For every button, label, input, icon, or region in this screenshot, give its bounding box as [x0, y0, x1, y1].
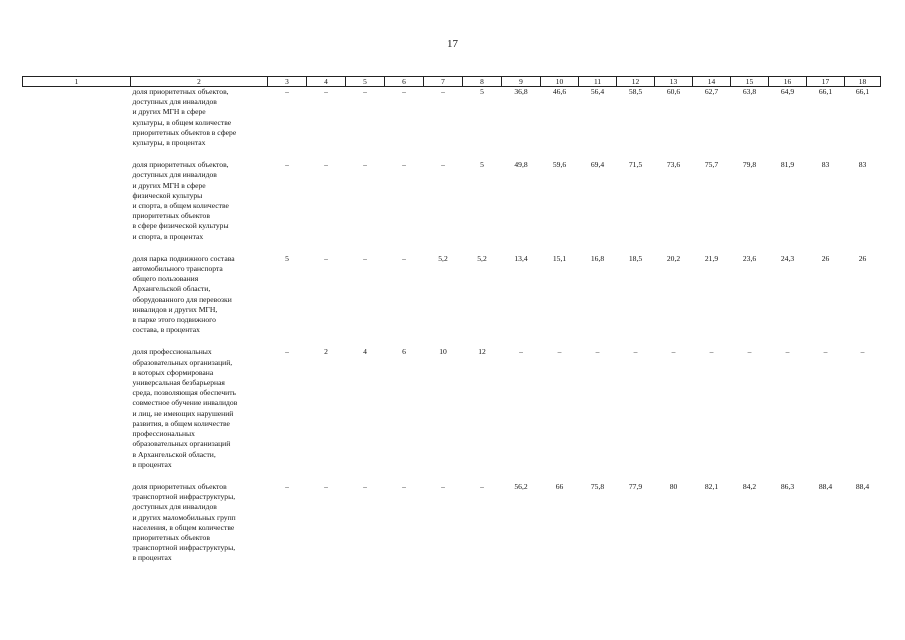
value-cell: –: [324, 481, 328, 491]
indicator-label-line: и других маломобильных групп: [132, 512, 236, 522]
value-cell: 58,5: [628, 87, 643, 96]
column-header: 15: [731, 77, 769, 87]
indicator-label-line: инвалидов и других МГН,: [132, 304, 218, 314]
row-spacer-cell: [23, 148, 881, 160]
table-row: [23, 160, 881, 242]
value-cell: –: [441, 87, 445, 96]
indicator-label-line: и спорта, в общем количестве: [132, 201, 229, 211]
value-cell: –: [671, 347, 676, 357]
value-cell: 5: [480, 87, 484, 96]
indicator-label-line: и других МГН в сфере: [132, 107, 206, 117]
indicator-label-line: в процентах: [132, 553, 172, 563]
value-cell: –: [633, 347, 638, 357]
row-spacer: [23, 470, 881, 482]
indicator-label: [131, 87, 268, 149]
value-cell: 66,1: [818, 87, 833, 96]
indicator-label-line: приоритетных объектов: [132, 532, 210, 542]
value-cell: 59,6: [552, 160, 567, 170]
value-cell: –: [747, 347, 752, 357]
value-cell: –: [402, 160, 406, 170]
value-cell: 66,1: [855, 87, 870, 96]
value-cell: 24,3: [780, 253, 795, 263]
indicator-label-line: оборудованного для перевозки: [132, 294, 232, 304]
value-cell: 13,4: [514, 253, 528, 263]
column-header: 2: [131, 77, 268, 87]
indicator-label-line: в которых сформирована: [132, 367, 214, 377]
indicator-label-line: автомобильного транспорта: [132, 264, 223, 274]
indicator-label-line: доступных для инвалидов: [132, 97, 217, 107]
column-header: 4: [307, 77, 346, 87]
indicator-label-line: доля приоритетных объектов: [132, 481, 227, 491]
column-header: 18: [845, 77, 881, 87]
value-cell: 26: [858, 253, 867, 263]
indicator-label-line: доля профессиональных: [132, 347, 212, 357]
value-cell: 80: [669, 481, 678, 491]
indicators-table: [22, 76, 881, 564]
value-cell: –: [324, 160, 328, 170]
indicator-label-line: образовательных организаций,: [132, 357, 233, 367]
row-spacer: [23, 335, 881, 347]
indicator-label-line: в парке этого подвижного: [132, 315, 216, 325]
row-number-cell: [23, 87, 131, 149]
value-cell: –: [441, 160, 445, 170]
value-cell: 56,2: [514, 481, 528, 491]
value-cell: 81,9: [780, 160, 795, 170]
value-cell: –: [324, 253, 328, 263]
value-cell: 4: [363, 347, 367, 357]
value-cell: –: [363, 160, 367, 170]
indicator-label-line: в Архангельской области,: [132, 449, 216, 459]
value-cell: –: [363, 87, 367, 96]
indicator-label-line: транспортной инфраструктуры,: [132, 543, 236, 553]
column-header: 3: [268, 77, 307, 87]
indicator-label: [131, 254, 268, 336]
value-cell: 20,2: [666, 253, 681, 263]
value-cell: 10: [439, 347, 447, 357]
column-header: 14: [693, 77, 731, 87]
indicator-label-line: в процентах: [132, 459, 172, 469]
column-header: 1: [23, 77, 131, 87]
indicator-label-line: приоритетных объектов в сфере: [132, 127, 237, 137]
indicator-label-line: развития, в общем количестве: [132, 418, 230, 428]
value-cell: 77,9: [628, 481, 643, 491]
value-cell: 62,7: [704, 87, 719, 96]
column-header: 12: [617, 77, 655, 87]
value-cell: 88,4: [855, 481, 870, 491]
indicator-label-line: универсальная безбарьерная: [132, 378, 225, 388]
value-cell: 83: [821, 160, 830, 170]
value-cell: –: [557, 347, 562, 357]
value-cell: –: [285, 87, 289, 96]
indicator-label-line: доля приоритетных объектов,: [132, 87, 229, 96]
row-number-cell: [23, 347, 131, 469]
indicator-label-line: и спорта, в процентах: [132, 231, 204, 241]
value-cell: 88,4: [818, 481, 833, 491]
value-cell: 66: [555, 481, 564, 491]
value-cell: 36,8: [514, 87, 528, 96]
value-cell: –: [285, 347, 289, 357]
indicator-label-line: и других МГН в сфере: [132, 180, 206, 190]
value-cell: 73,6: [666, 160, 681, 170]
value-cell: 71,5: [628, 160, 643, 170]
indicator-label: [131, 347, 268, 469]
value-cell: –: [402, 481, 406, 491]
value-cell: –: [441, 481, 445, 491]
value-cell: –: [285, 481, 289, 491]
indicator-label-line: доступных для инвалидов: [132, 170, 217, 180]
indicator-label-line: населения, в общем количестве: [132, 522, 235, 532]
table-row: [23, 87, 881, 149]
value-cell: 2: [324, 347, 328, 357]
column-header: 9: [502, 77, 541, 87]
value-cell: 75,7: [704, 160, 719, 170]
value-cell: 79,8: [742, 160, 757, 170]
table-header: [23, 77, 881, 87]
indicator-label-line: доля парка подвижного состава: [132, 253, 235, 263]
value-cell: –: [402, 253, 406, 263]
value-cell: –: [823, 347, 828, 357]
column-header: 6: [385, 77, 424, 87]
indicator-label: [131, 160, 268, 242]
value-cell: 5,2: [438, 253, 448, 263]
indicator-label: [131, 482, 268, 564]
row-number-cell: [23, 160, 131, 242]
value-cell: 56,4: [590, 87, 605, 96]
value-cell: 60,6: [666, 87, 681, 96]
value-cell: 12: [478, 347, 486, 357]
value-cell: –: [285, 160, 289, 170]
indicator-label-line: доступных для инвалидов: [132, 502, 217, 512]
column-header: 11: [579, 77, 617, 87]
indicator-label-line: Архангельской области,: [132, 284, 211, 294]
value-cell: 5,2: [477, 253, 487, 263]
value-cell: –: [595, 347, 600, 357]
table-row: [23, 254, 881, 336]
indicator-label-line: в сфере физической культуры: [132, 221, 229, 231]
value-cell: 21,9: [704, 253, 719, 263]
value-cell: 5: [480, 160, 484, 170]
indicator-label-line: и лиц, не имеющих нарушений: [132, 408, 234, 418]
indicator-label-line: приоритетных объектов: [132, 211, 210, 221]
indicator-label-line: состава, в процентах: [132, 325, 200, 335]
value-cell: 5: [285, 253, 289, 263]
value-cell: –: [519, 347, 523, 357]
value-cell: 23,6: [742, 253, 757, 263]
row-number-cell: [23, 482, 131, 564]
table-body: [23, 87, 881, 564]
indicator-label-line: культуры, в процентах: [132, 138, 206, 148]
indicator-label-line: общего пользования: [132, 274, 199, 284]
value-cell: –: [709, 347, 714, 357]
column-header: 16: [769, 77, 807, 87]
column-header: 5: [346, 77, 385, 87]
indicator-label-line: среда, позволяющая обеспечить: [132, 388, 237, 398]
value-cell: 26: [821, 253, 830, 263]
row-spacer: [23, 242, 881, 254]
row-spacer: [23, 148, 881, 160]
value-cell: –: [480, 481, 484, 491]
column-header: 8: [463, 77, 502, 87]
indicator-label-line: физической культуры: [132, 190, 203, 200]
value-cell: –: [363, 253, 367, 263]
table-row: [23, 482, 881, 564]
value-cell: 69,4: [590, 160, 605, 170]
value-cell: –: [402, 87, 406, 96]
value-cell: 46,6: [552, 87, 567, 96]
value-cell: 18,5: [628, 253, 643, 263]
value-cell: 15,1: [552, 253, 567, 263]
row-spacer-cell: [23, 242, 881, 254]
value-cell: 84,2: [742, 481, 757, 491]
value-cell: –: [860, 347, 865, 357]
indicator-label-line: профессиональных: [132, 429, 195, 439]
value-cell: 6: [402, 347, 406, 357]
indicator-label-line: совместное обучение инвалидов: [132, 398, 238, 408]
indicator-label-line: транспортной инфраструктуры,: [132, 492, 236, 502]
column-header: 13: [655, 77, 693, 87]
value-cell: –: [324, 87, 328, 96]
column-header: 17: [807, 77, 845, 87]
value-cell: 86,3: [780, 481, 795, 491]
row-spacer-cell: [23, 470, 881, 482]
value-cell: 83: [858, 160, 867, 170]
header-row: [23, 77, 881, 87]
column-header: 7: [424, 77, 463, 87]
value-cell: 16,8: [590, 253, 605, 263]
column-header: 10: [541, 77, 579, 87]
value-cell: 63,8: [742, 87, 757, 96]
indicator-label-line: образовательных организаций: [132, 439, 231, 449]
value-cell: 75,8: [590, 481, 605, 491]
indicator-label-line: культуры, в общем количестве: [132, 117, 232, 127]
row-spacer-cell: [23, 335, 881, 347]
value-cell: 64,9: [780, 87, 795, 96]
row-number-cell: [23, 254, 131, 336]
value-cell: –: [363, 481, 367, 491]
value-cell: 49,8: [514, 160, 528, 170]
table-row: [23, 347, 881, 469]
indicator-label-line: доля приоритетных объектов,: [132, 160, 229, 170]
value-cell: –: [785, 347, 790, 357]
value-cell: 82,1: [704, 481, 719, 491]
page-number: 17: [447, 38, 458, 50]
